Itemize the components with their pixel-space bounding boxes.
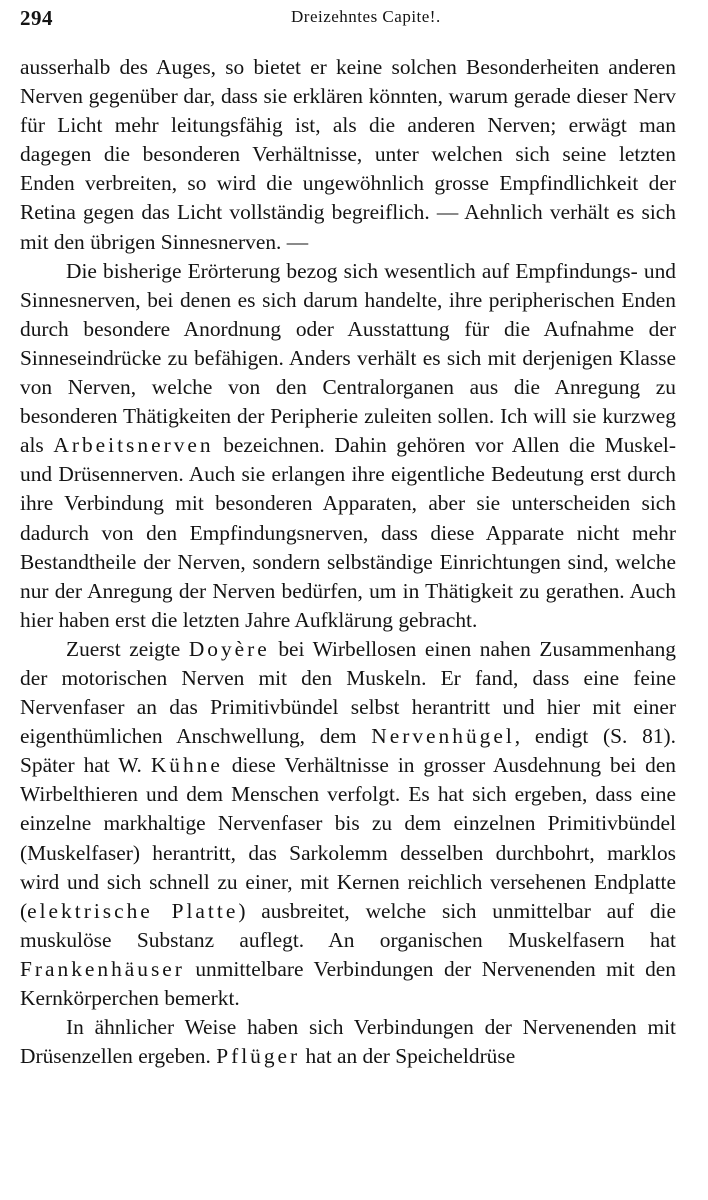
text-run: unmittelbare Verbindungen der Nervenenden mit den Kernkörperchen bemerkt. xyxy=(20,956,676,1010)
text-run: Zuerst zeigte xyxy=(66,636,189,661)
spaced-name: elektrische Platte xyxy=(27,898,239,923)
spaced-name: Kühne xyxy=(150,753,223,778)
spaced-name: Nervenhügel xyxy=(371,724,515,749)
spaced-name: Frankenhäuser xyxy=(20,956,185,981)
body-text xyxy=(20,53,676,1071)
page-header xyxy=(20,6,686,30)
text-run: In ähnlicher Weise haben sich Verbindungen der Nervenenden mit Drüsenzellen ergeben. xyxy=(20,1015,676,1069)
paragraph-2 xyxy=(20,257,676,635)
running-head: Dreizehntes Capite!. xyxy=(291,7,441,26)
text-run: ausserhalb des Auges, so bietet er keine solchen Besonderheiten anderen Nerven gegenüber dar, dass sie erklären könnten, warum gerade dieser Nerv für Licht mehr leitungsfähig ist, als die anderen Nerven; erwägt man dagegen die besonderen Verhältnisse, unter welchen sich seine letzten Enden verbreiten, so wird die ungewöhnlich grosse Empfindlichkeit der Retina gegen das Licht vollständig begreiflich. — Aehnlich verhält es sich mit den übrigen Sinnesnerven. — xyxy=(20,55,676,254)
text-run: bezeichnen. Dahin gehören vor Allen die Muskel- und Drüsennerven. Auch sie erlangen ihre eigentliche Bedeutung erst durch ihre Verbindung mit besonderen Apparaten, aber sie unterscheiden sich dadurch von den Empfindungsnerven, dass diese Apparate nicht mehr Bestandtheile der Nerven, sondern selbständige Einrichtungen sind, welche nur der Anregung der Nerven bedürfen, um in Thätigkeit zu gerathen. Auch hier haben erst die letzten Jahre Aufklärung gebracht. xyxy=(20,433,677,632)
text-run: diese Verhältnisse in grosser Ausdehnung bei den Wirbelthieren und dem Menschen verfolgt. Es hat sich ergeben, dass eine einzelne markhaltige Nervenfaser bis zu dem einzelnen Primitivbündel (Muskelfaser) herantritt, das Sarkolemm desselben durchbohrt, marklos wird und sich schnell zu einer, mit Kernen reichlich versehenen Endplatte ( xyxy=(20,753,677,923)
spaced-name: Doyère xyxy=(188,636,270,661)
paragraph-3 xyxy=(20,635,676,1013)
page-number: 294 xyxy=(20,5,53,30)
text-run: bei Wirbellosen einen nahen Zusammenhang der motorischen Nerven mit den Muskeln. Er fand, dass eine feine Nervenfaser an das Primitivbündel selbst herantritt und hier mit einer eigenthümlichen Anschwellung, dem xyxy=(20,636,676,749)
spaced-name: Arbeitsnerven xyxy=(53,433,214,458)
text-run: ) ausbreitet, welche sich unmittelbar auf die muskulöse Substanz auflegt. An organischen Muskelfasern hat xyxy=(20,898,676,952)
spaced-name: Pflüger xyxy=(216,1044,301,1069)
paragraph-4 xyxy=(20,1013,676,1071)
text-run: hat an der Speicheldrüse xyxy=(300,1044,516,1069)
paragraph-1 xyxy=(20,53,676,257)
text-run: , endigt (S. 81). Später hat W. xyxy=(20,724,676,778)
text-run: Die bisherige Erörterung bezog sich wesentlich auf Empfindungs- und Sinnesnerven, bei denen es sich darum handelte, ihre peripherischen Enden durch besondere Anordnung oder Ausstattung für die Aufnahme der Sinneseindrücke zu befähigen. Anders verhält es sich mit derjenigen Klasse von Nerven, welche von den Centralorganen aus die Anregung zu besonderen Thätigkeiten der Peripherie zuleiten sollen. Ich will sie kurzweg als xyxy=(20,258,676,458)
